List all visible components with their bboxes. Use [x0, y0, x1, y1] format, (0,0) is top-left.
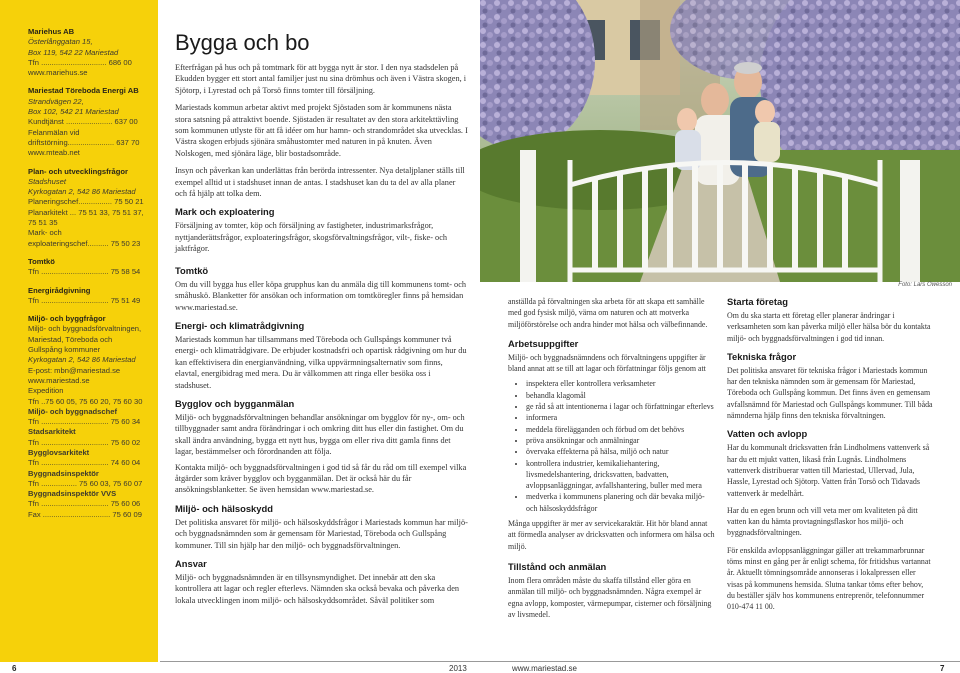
task-bullet: • informera — [526, 412, 715, 423]
contact-block — [28, 314, 156, 520]
contact-line: Tfn ..75 60 05, 75 60 20, 75 60 30 — [28, 396, 143, 406]
contact-block — [28, 27, 156, 78]
contact-sidebar — [0, 0, 158, 662]
contact-line: Österlånggatan 15, — [28, 37, 93, 47]
contact-line: Miljö- och byggnadsförvaltningen, — [28, 324, 142, 334]
sjostaden-paragraph: Mariestads kommun arbetar aktivt med projekt Sjöstaden som är kommunens nästa stora satsning på attraktivt boende. Sjöstaden är resultatet av den stora arkitekttävling som kommunen utlyste för att få idéer om hur hamn- och strandområdet ska utvecklas. I Västra skogen erbjuds sjönära småhustomter med naturen in på knuten. Även Nolskogen, med sjönära läge, blir bostadsområde. — [175, 103, 468, 158]
ansvar-paragraph: Miljö- och byggnadsnämnden är en tillsynsmyndighet. Det innebär att den ska kontrollera att lagar och regler efterlevs. Nämnden ska också bevaka och påverka den lokala utvecklingen inom miljö- och hälsoskyddsområdet. Såväl politiker som — [175, 573, 460, 605]
contact-line: exploateringschef.......... 75 50 23 — [28, 238, 141, 248]
heading-ansvar: Ansvar — [175, 558, 207, 569]
heading-energi: Energi- och klimatrådgivning — [175, 319, 305, 331]
task-bullet: • ge råd så att intentionerna i lagar och författningar efterlevs — [526, 401, 715, 412]
contact-line: Mariestad, Töreboda och — [28, 334, 113, 344]
left-page-number: 6 — [12, 664, 17, 673]
mark-paragraph: Försäljning av tomter, köp och försäljning av fastigheter, industrimarksfrågor, nyttjanderättsfrågor, exploateringsfrågor, skogsförvaltningsfrågor, vilt-, fiske- och jaktfrågor. — [175, 221, 448, 254]
intro-paragraph: Efterfrågan på hus och på tomtmark för att bygga nytt är stor. I den nya stadsdelen på Ekudden bygger ett stort antal familjer just nu sina drömhus och även i Västra skogen, i Sjötorp, i Lyrestad och på Torsö finns tomter till försäljning. — [175, 63, 467, 95]
footer-year: 2013 — [449, 664, 467, 673]
contact-heading: Energirådgivning — [28, 285, 91, 295]
service-paragraph: Många uppgifter är mer av servicekaraktär. Hit hör bland annat att förmedla analyser av dricksvatten och informera om hälsa och miljö. — [508, 519, 715, 551]
contact-line: www.mariestad.se — [28, 375, 90, 385]
text-column-3 — [727, 296, 933, 617]
contact-line: Kundtjänst ...................... 637 00 — [28, 117, 138, 127]
contact-line: Mark- och — [28, 228, 62, 238]
contact-line: Planeringschef................ 75 50 21 — [28, 197, 144, 207]
contact-line: Tfn ................................ 75 58 54 — [28, 267, 141, 277]
contact-line: Box 102, 542 21 Mariestad — [28, 107, 119, 117]
task-bullet: • kontrollera industrier, kemikaliehantering, livsmedelshantering, dricksvatten, badvatten, avloppsanläggningar, avfallshantering, buller med mera — [526, 458, 715, 492]
heading-tillstand: Tillstånd och anmälan — [508, 560, 607, 572]
contact-line: www.mariehus.se — [28, 68, 88, 78]
contact-line: Tfn ................................ 75 51 49 — [28, 295, 141, 305]
contact-line: Felanmälan vid — [28, 127, 80, 137]
contact-line: Gullspång kommuner — [28, 345, 101, 355]
insyn-paragraph: Insyn och påverkan kan underlättas från berörda intressenter. Nya detaljplaner ställs till exempel alltid ut i stadshuset innan de antas. I stadshuset kan du ta del av alla planer och få hjälp att tolka dem. — [175, 166, 465, 199]
right-page-number: 7 — [940, 664, 945, 673]
contact-heading: Miljö- och byggfrågor — [28, 314, 106, 324]
energi-paragraph: Mariestads kommun har tillsammans med Töreboda och Gullspångs kommuner två energi- och klimatrådgivare. De erbjuder kostnadsfri och opartisk rådgivning om hur du kan effektivisera din energianvändning, vilka uppvärmningsalternativ som finns, elavtal, energibidrag med mera. Du är välkommen att ringa eller besöka oss i stadshuset. — [175, 334, 467, 390]
contact-line: Tfn ................................ 75 60 34 — [28, 417, 141, 427]
text-column-2 — [508, 296, 715, 624]
footer-website: www.mariestad.se — [512, 664, 577, 673]
starta-paragraph: Om du ska starta ett företag eller planerar ändringar i verksamheten som kan påverka miljö eller hälsa bör du kontakta miljö- och byggnadsförvaltningen i god tid innan. — [727, 311, 931, 343]
contact-line: Byggnadsinspektör — [28, 468, 99, 478]
contact-line: www.mteab.net — [28, 148, 80, 158]
contact-line: Miljö- och byggnadschef — [28, 406, 118, 416]
photo-credit: Foto: Lars Owesson — [898, 282, 952, 288]
vatten-paragraph-3: För enskilda avloppsanläggningar gäller att trekammarbrunnar töms minst en gång per år enligt schema, för fritidshus vartannat år. Aktuellt tömningsområde annonseras i lokalpressen eller visas på kommunens hemsida. Slutna tankar töms efter behov, du beställer själv hos kommunens entreprenör, telefonnummer 010-474 11 00. — [727, 545, 931, 612]
family-photo-illustration — [480, 0, 960, 282]
task-bullet: • behandla klagomål — [526, 390, 715, 401]
contact-line: Expedition — [28, 386, 64, 396]
tekniska-paragraph: Det politiska ansvaret för tekniska frågor i Mariestads kommun har den tekniska nämnden som är gemensam för Mariestad, Töreboda och Gullspång kommun. Det finns även en gemensam avfallsnämnd för Mariestad och Gullspångs kommuner. Till båda nämnderna hjälp finns den tekniska förvaltningen. — [727, 365, 933, 421]
task-bullet: • övervaka effekterna på hälsa, miljö och natur — [526, 446, 715, 457]
tillstand-paragraph: Inom flera områden måste du skaffa tillstånd eller göra en anmälan till miljö- och byggnadsnämnden. Några exempel är egna avlopp, komposter, värmepumpar, cisterner och försäljning av livsmedel. — [508, 575, 712, 619]
contact-line: Strandvägen 22, — [28, 96, 84, 106]
contact-block — [28, 257, 156, 278]
contact-line: Box 119, 542 22 Mariestad — [28, 47, 119, 57]
heading-arbetsuppgifter: Arbetsuppgifter — [508, 337, 579, 349]
contact-line: Kyrkogatan 2, 542 86 Mariestad — [28, 355, 136, 365]
text-column-1 — [175, 62, 468, 610]
contact-block — [28, 167, 156, 249]
task-bullet-list — [508, 378, 715, 514]
bygglov-paragraph-1: Miljö- och byggnadsförvaltningen behandlar ansökningar om bygglov för ny-, om- och tillbyggnader samt andra förändringar i och omkring ditt hus eller din fastighet. Om du skall ändra användning, bygga ett nytt hus, bygga om eller riva ditt gamla finns det lagar, bestämmelser och förordnanden att följa. — [175, 412, 465, 457]
contact-line: Stadsarkitekt — [28, 427, 76, 437]
heading-tomtko: Tomtkö — [175, 264, 209, 276]
footer-rule — [160, 661, 960, 662]
contact-line: Planarkitekt ... 75 51 33, 75 51 37, — [28, 207, 144, 217]
heading-miljo: Miljö- och hälsoskydd — [175, 502, 273, 514]
contact-line: Byggnadsinspektör VVS — [28, 489, 117, 499]
task-bullet: • pröva ansökningar och anmälningar — [526, 435, 715, 446]
contact-list — [28, 27, 156, 528]
contact-heading: Mariehus AB — [28, 27, 75, 36]
bygglov-paragraph-2: Kontakta miljö- och byggnadsförvaltningen i god tid så får du råd om till exempel vilka åtgärder som kräver bygglov och bygganmälan. Det är också här du får ansökningsblanketter. Se även hemsidan www.mariestad.se. — [175, 462, 467, 495]
miljo-paragraph: Det politiska ansvaret för miljö- och hälsoskyddsfrågor i Mariestads kommun har miljö- och byggnadsnämnden som är gemensam för Mariestad, Töreboda och Gullspång kommuner. Till sin hjälp har den miljö- och byggnadsförvaltningen. — [175, 517, 468, 550]
contact-line: E-post: mbn@mariestad.se — [28, 365, 121, 375]
contact-line: Tfn ................................ 75 60 02 — [28, 437, 141, 447]
task-bullet: • meddela förelägganden och förbud om det behövs — [526, 424, 715, 435]
contact-line: Kyrkogatan 2, 542 86 Mariestad — [28, 187, 136, 197]
vatten-paragraph-1: Har du kommunalt dricksvatten från Lindholmens vattenverk så har du ett mjukt vatten, likaså från Lugnås. Lindholmens vattenverk distribuerar vatten till Mariestad, Ullervad, Jula, Hassle, Lyrestad och Sjötorp. Vatten från Torsö och Tidavads vattenverk är medelhårt. — [727, 443, 930, 498]
arbetsuppgifter-paragraph: Miljö- och byggnadsnämndens och förvaltningens uppgifter är bland annat att se till att lagar och författningar följs genom att — [508, 352, 706, 374]
contact-line: Tfn ............................... 686 00 — [28, 57, 132, 67]
page-title: Bygga och bo — [175, 30, 310, 55]
heading-starta-foretag: Starta företag — [727, 296, 788, 307]
vatten-paragraph-2: Har du en egen brunn och vill veta mer om kvaliteten på ditt vatten kan du hämta provtagningsflaskor hos miljö- och byggnadsförvaltningen. — [727, 505, 918, 538]
contact-line: Tfn ................. 75 60 03, 75 60 07 — [28, 478, 143, 488]
heading-bygglov: Bygglov och bygganmälan — [175, 397, 295, 409]
contact-heading: Mariestad Töreboda Energi AB — [28, 86, 139, 96]
family-photo — [480, 0, 960, 282]
heading-vatten: Vatten och avlopp — [727, 428, 808, 440]
col2-intro-paragraph: anställda på förvaltningen ska arbeta för att skapa ett samhälle med god fysisk miljö, värna om naturen och att motverka miljöförstörelse och andra hinder mot hälsa och välbefinnande. — [508, 297, 708, 329]
heading-mark-exploatering: Mark och exploatering — [175, 206, 275, 218]
contact-line: driftstörning...................... 637 70 — [28, 137, 140, 147]
contact-line: 75 51 35 — [28, 218, 58, 228]
contact-block — [28, 286, 156, 307]
task-bullet: • inspektera eller kontrollera verksamheter — [526, 378, 715, 389]
contact-heading: Plan- och utvecklingsfrågor — [28, 166, 129, 176]
tomtko-paragraph: Om du vill bygga hus eller köpa grupphus kan du anmäla dig till kommunens tomt- och småhuskö. Blanketter för ansökan och information om tomtköregler finns på hemsidan www.mariestad.se. — [175, 279, 467, 312]
task-bullet: • medverka i kommunens planering och där bevaka miljö- och hälsoskyddsfrågor — [526, 491, 715, 514]
contact-heading: Tomtkö — [28, 256, 55, 266]
contact-line: Stadshuset — [28, 176, 66, 186]
contact-line: Tfn ................................ 75 60 06 — [28, 499, 141, 509]
contact-line: Fax ................................ 75 60 09 — [28, 509, 142, 519]
contact-block — [28, 86, 156, 158]
heading-tekniska: Tekniska frågor — [727, 350, 797, 362]
contact-line: Bygglovsarkitekt — [28, 447, 90, 457]
contact-line: Tfn ................................ 74 60 04 — [28, 458, 141, 468]
